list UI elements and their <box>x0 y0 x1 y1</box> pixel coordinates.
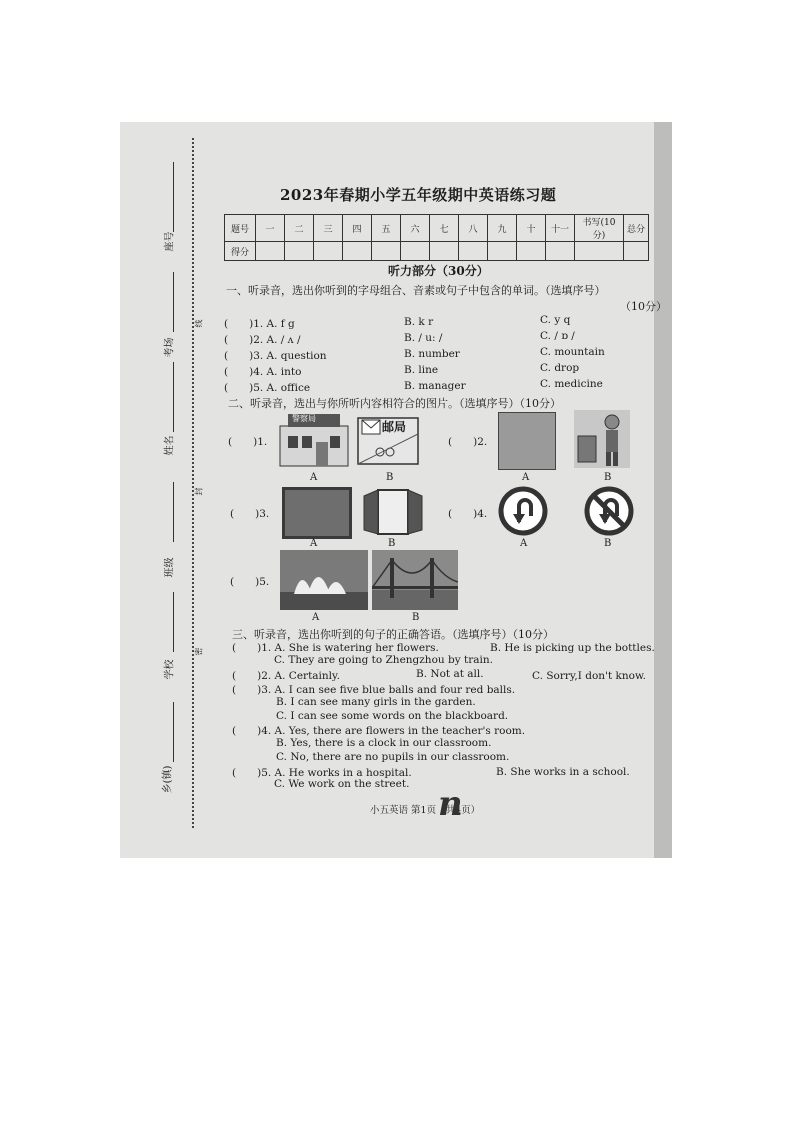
school-label: 学校 <box>164 659 176 680</box>
s2-q4-label-a: A <box>520 538 528 549</box>
window-picture <box>362 486 424 538</box>
s1-q4-a[interactable]: ( )4. A. into <box>224 366 302 378</box>
section2-title: 二、听录音，选出与你所听内容相符合的图片。（选填序号）（10分） <box>228 397 561 410</box>
score-cell: 题号 <box>225 215 256 242</box>
s1-q1-b: B. k r <box>404 316 434 328</box>
exam-title: 2023年春期小学五年级期中英语练习题 <box>280 186 557 204</box>
no-u-turn-sign-icon <box>584 486 634 536</box>
score-cell: 书写(10分) <box>575 215 624 242</box>
s3-q4-c: C. No, there are no pupils in our classroom. <box>276 751 510 763</box>
s3-q2-b: B. Not at all. <box>416 668 484 680</box>
score-row-label: 得分 <box>225 242 256 261</box>
boy-at-bin-picture <box>574 410 630 468</box>
score-input-cell[interactable] <box>546 242 575 261</box>
score-cell: 四 <box>343 215 372 242</box>
listening-section-header: 听力部分（30分） <box>388 264 489 278</box>
paper-fold-shadow <box>654 122 672 858</box>
s2-q1-label-b: B <box>386 472 394 483</box>
s2-q4-bracket[interactable]: ( )4. <box>448 508 488 520</box>
exam-room-label: 考场 <box>164 337 176 358</box>
town-label: 乡(镇) <box>162 765 174 794</box>
s1-q4-c: C. drop <box>540 362 580 374</box>
class-label: 班级 <box>164 557 176 578</box>
score-input-cell[interactable] <box>488 242 517 261</box>
section1-title: 一、听录音，选出你听到的字母组合、音素或句子中包含的单词。（选填序号） <box>226 284 606 297</box>
score-cell: 五 <box>372 215 401 242</box>
s1-q5-b: B. manager <box>404 380 466 392</box>
s3-q3-c: C. I can see some words on the blackboard. <box>276 710 509 722</box>
s2-q5-bracket[interactable]: ( )5. <box>230 576 270 588</box>
exam-paper <box>120 122 672 858</box>
score-cell: 总分 <box>624 215 649 242</box>
score-table-header-row <box>225 215 649 242</box>
s3-q1-b: B. He is picking up the bottles. <box>490 642 655 654</box>
s3-q5-c: C. We work on the street. <box>274 778 410 790</box>
school-field[interactable] <box>173 592 174 652</box>
binding-dotted-line <box>192 138 194 828</box>
s3-q5-b: B. She works in a school. <box>496 766 630 778</box>
blackboard-picture <box>282 487 352 539</box>
score-input-cell[interactable] <box>575 242 624 261</box>
post-office-sign: 邮局 <box>382 420 407 434</box>
score-table <box>224 214 649 261</box>
s1-q2-a[interactable]: ( )2. A. / ʌ / <box>224 334 301 346</box>
handwritten-mark: n <box>438 784 463 824</box>
score-cell: 九 <box>488 215 517 242</box>
score-input-cell[interactable] <box>285 242 314 261</box>
score-input-cell[interactable] <box>459 242 488 261</box>
score-cell: 十 <box>517 215 546 242</box>
score-cell: 一 <box>256 215 285 242</box>
s1-q4-b: B. line <box>404 364 439 376</box>
score-cell: 十一 <box>546 215 575 242</box>
s3-q4-a[interactable]: ( )4. A. Yes, there are flowers in the teacher's room. <box>232 725 526 737</box>
score-input-cell[interactable] <box>314 242 343 261</box>
s1-q2-b: B. / u: / <box>404 332 443 344</box>
score-cell: 八 <box>459 215 488 242</box>
s2-q2-bracket[interactable]: ( )2. <box>448 436 488 448</box>
s2-q3-label-b: B <box>388 538 396 549</box>
class-field[interactable] <box>173 482 174 542</box>
margin-mark-secret: 密 <box>194 647 204 656</box>
s3-q4-b: B. Yes, there is a clock in our classroom. <box>276 737 492 749</box>
score-input-cell[interactable] <box>517 242 546 261</box>
score-input-cell[interactable] <box>256 242 285 261</box>
seat-number-label: 座号 <box>164 231 176 252</box>
s1-q5-a[interactable]: ( )5. A. office <box>224 382 311 394</box>
golden-gate-bridge-picture <box>372 550 458 610</box>
sydney-opera-house-picture <box>280 550 368 610</box>
s2-q5-label-a: A <box>312 612 320 623</box>
margin-mark-seal: 封 <box>194 487 204 496</box>
seat-number-field[interactable] <box>173 162 174 232</box>
s2-q3-label-a: A <box>310 538 318 549</box>
s1-q3-a[interactable]: ( )3. A. question <box>224 350 327 362</box>
s2-q4-label-b: B <box>604 538 612 549</box>
s3-q5-a[interactable]: ( )5. A. He works in a hospital. <box>232 767 412 779</box>
score-table-score-row <box>225 242 649 261</box>
s3-q1-c: C. They are going to Zhengzhou by train. <box>274 654 493 666</box>
page-footer: 小五英语 第1页（共4页） <box>370 805 481 816</box>
score-input-cell[interactable] <box>343 242 372 261</box>
score-cell: 三 <box>314 215 343 242</box>
s2-q1-label-a: A <box>310 472 318 483</box>
score-cell: 七 <box>430 215 459 242</box>
s2-q3-bracket[interactable]: ( )3. <box>230 508 270 520</box>
name-field[interactable] <box>173 362 174 432</box>
score-cell: 二 <box>285 215 314 242</box>
u-turn-sign-icon <box>498 486 548 536</box>
score-cell: 六 <box>401 215 430 242</box>
section3-title: 三、听录音，选出你听到的句子的正确答语。（选填序号）（10分） <box>232 628 554 641</box>
score-input-cell[interactable] <box>401 242 430 261</box>
s2-q5-label-b: B <box>412 612 420 623</box>
s1-q3-b: B. number <box>404 348 460 360</box>
town-field[interactable] <box>173 702 174 762</box>
s3-q1-a[interactable]: ( )1. A. She is watering her flowers. <box>232 642 439 654</box>
score-input-cell[interactable] <box>430 242 459 261</box>
margin-mark-line: 线 <box>194 319 204 328</box>
s2-q2-label-b: B <box>604 472 612 483</box>
s1-q1-c: C. y q <box>540 314 571 326</box>
s2-q2-label-a: A <box>522 472 530 483</box>
score-input-cell[interactable] <box>372 242 401 261</box>
children-cleaning-picture <box>498 412 556 470</box>
section1-points: （10分） <box>620 300 667 313</box>
exam-room-field[interactable] <box>173 272 174 332</box>
s1-q5-c: C. medicine <box>540 378 603 390</box>
s2-q1-bracket[interactable]: ( )1. <box>228 436 268 448</box>
s1-q1-a[interactable]: ( )1. A. f g <box>224 318 295 330</box>
name-label: 姓名 <box>164 435 176 456</box>
score-input-cell[interactable] <box>624 242 649 261</box>
s1-q2-c: C. / ɒ / <box>540 330 575 342</box>
s3-q3-a[interactable]: ( )3. A. I can see five blue balls and four red balls. <box>232 684 516 696</box>
s3-q3-b: B. I can see many girls in the garden. <box>276 696 476 708</box>
s3-q2-a[interactable]: ( )2. A. Certainly. <box>232 670 340 682</box>
police-station-sign: 警察局 <box>292 414 316 423</box>
s3-q2-c: C. Sorry,I don't know. <box>532 670 647 682</box>
s1-q3-c: C. mountain <box>540 346 605 358</box>
